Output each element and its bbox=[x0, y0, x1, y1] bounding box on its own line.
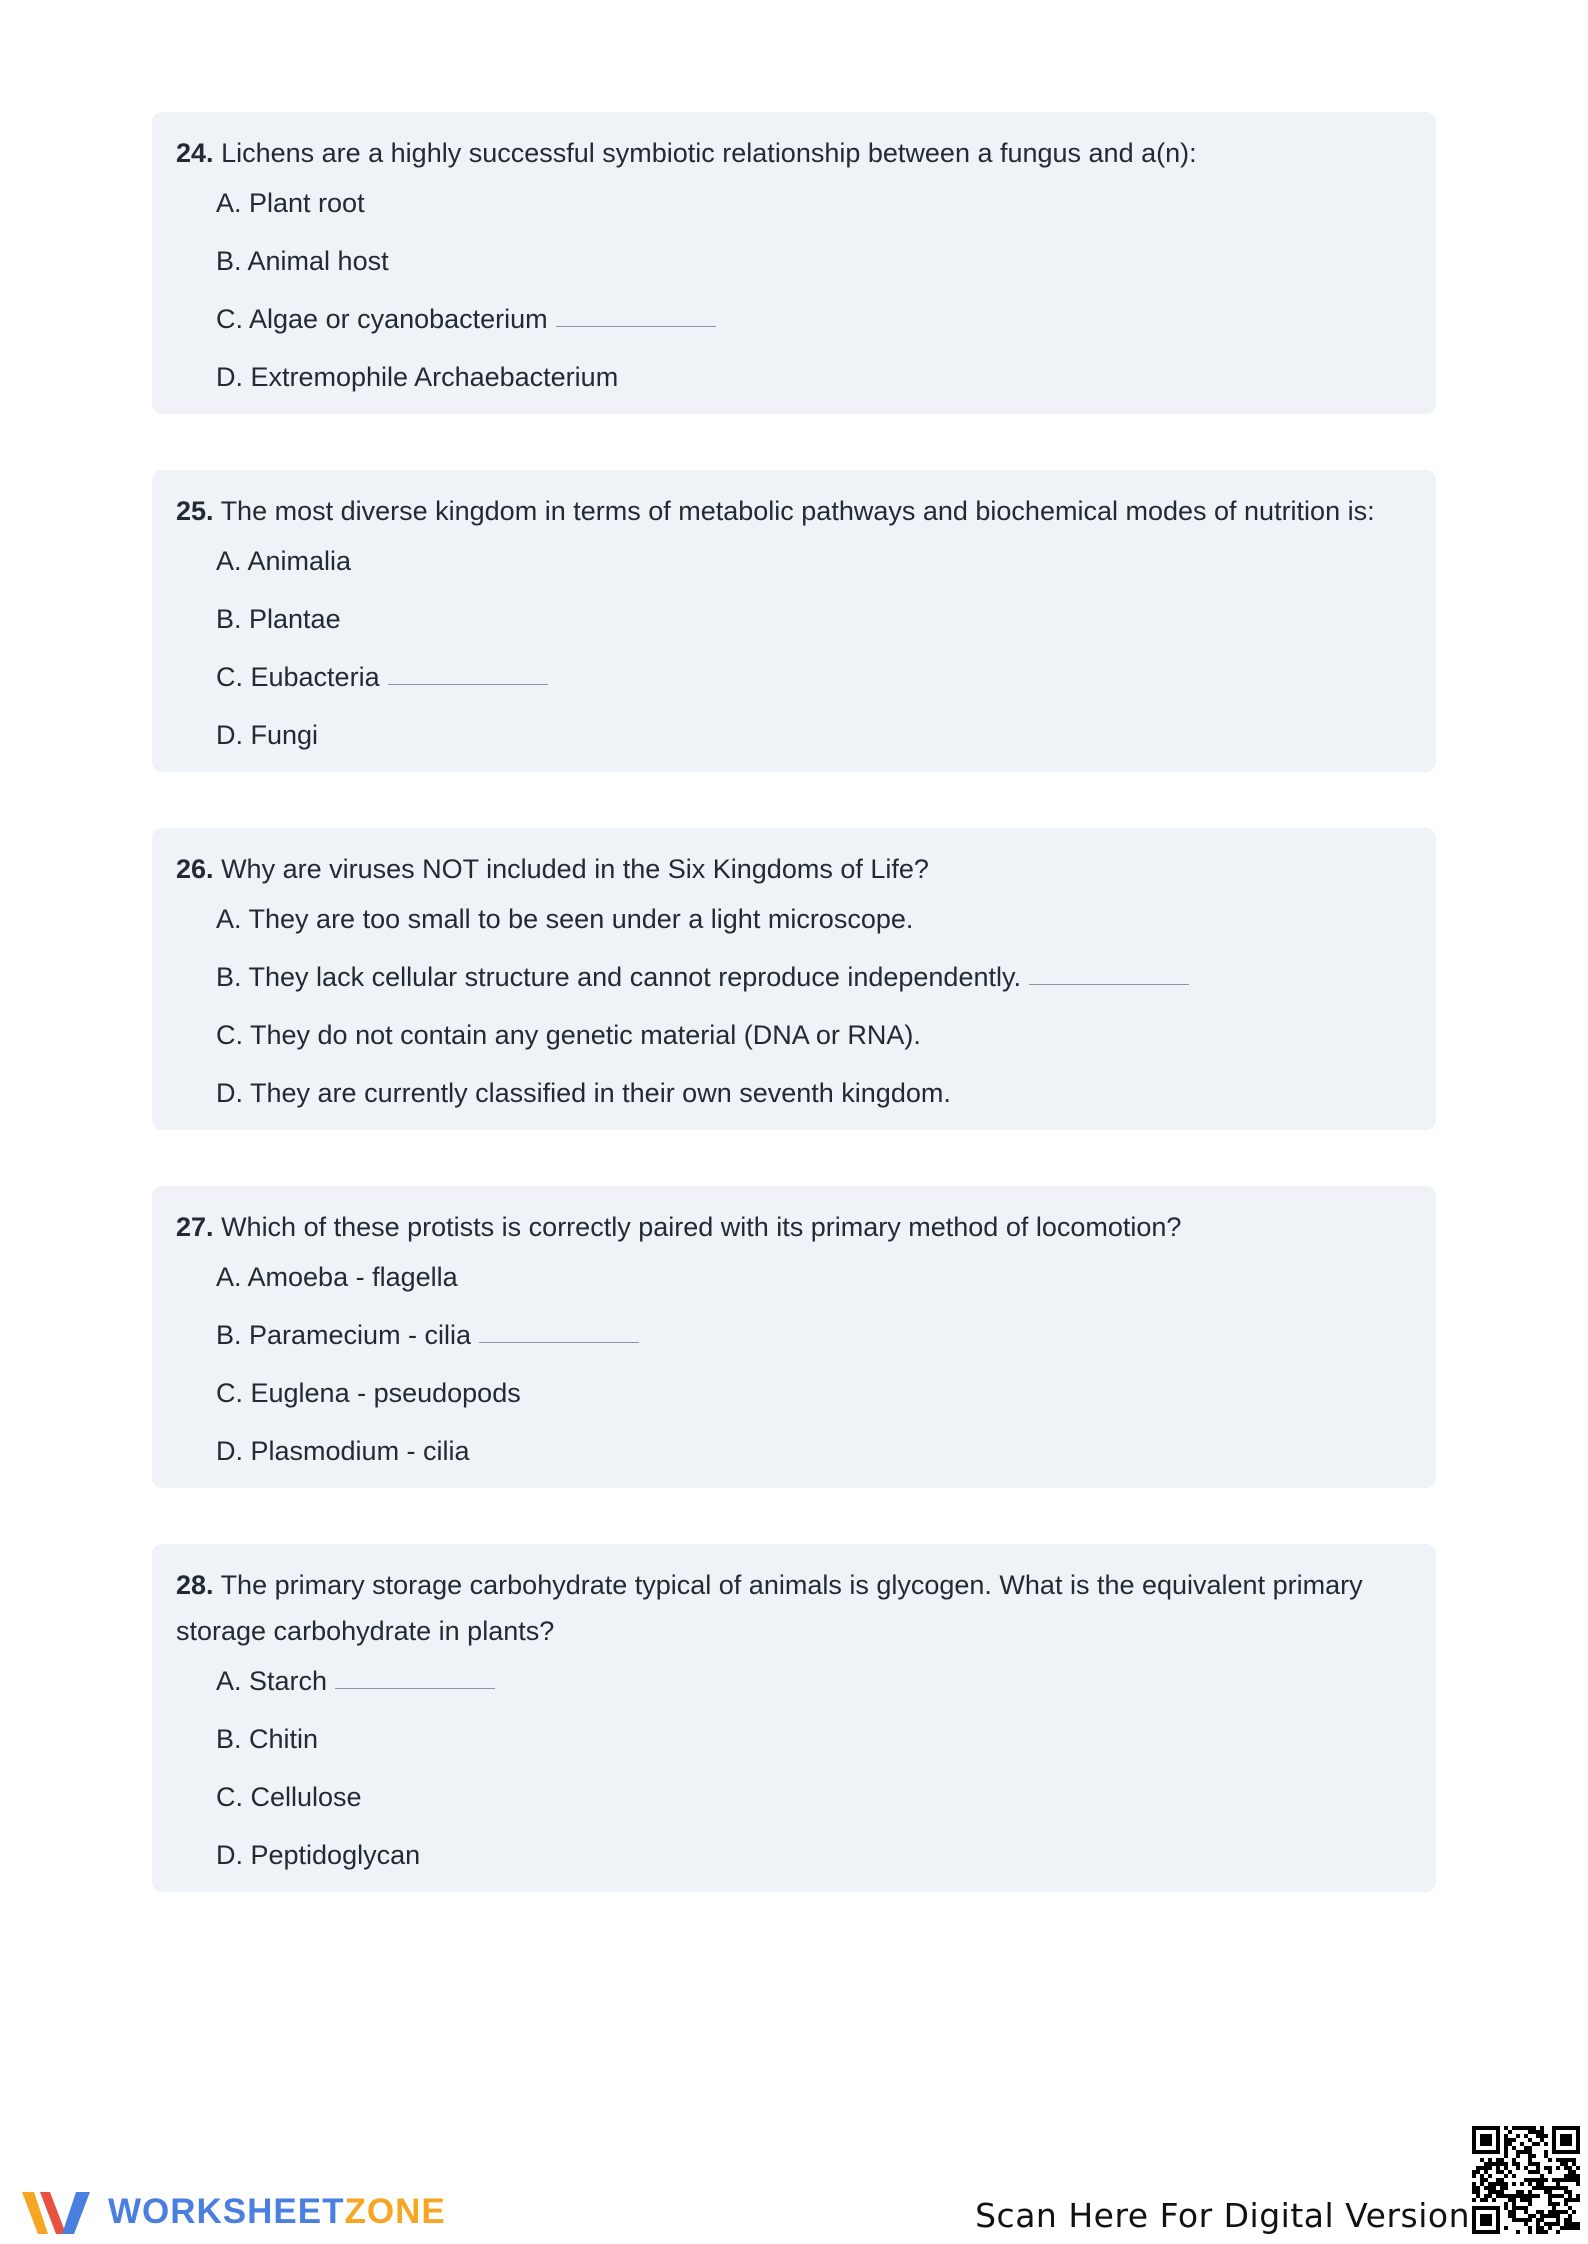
answer-option-label: D. Plasmodium - cilia bbox=[216, 1436, 470, 1466]
question-number: 24. bbox=[176, 138, 214, 168]
question-prompt: Lichens are a highly successful symbiotic relationship between a fungus and a(n): bbox=[221, 138, 1197, 168]
answer-option[interactable] bbox=[216, 184, 1412, 222]
answer-option[interactable] bbox=[216, 600, 1412, 638]
answer-option-label: C. Euglena - pseudopods bbox=[216, 1378, 521, 1408]
answer-option-label: A. Starch bbox=[216, 1666, 328, 1696]
answer-blank-line[interactable] bbox=[556, 300, 716, 327]
question-card bbox=[152, 1186, 1436, 1488]
answer-option-label: C. Cellulose bbox=[216, 1782, 362, 1812]
logo-text-zone: ZONE bbox=[344, 2192, 446, 2231]
answer-option-label: C. Eubacteria bbox=[216, 662, 380, 692]
answer-option-label: B. Plantae bbox=[216, 604, 341, 634]
answer-option[interactable] bbox=[216, 1778, 1412, 1816]
question-number: 28. bbox=[176, 1570, 214, 1600]
question-number: 26. bbox=[176, 854, 214, 884]
answer-option[interactable] bbox=[216, 1316, 1412, 1354]
answer-option[interactable] bbox=[216, 1432, 1412, 1470]
answer-blank-line[interactable] bbox=[335, 1662, 495, 1689]
answer-option[interactable] bbox=[216, 1258, 1412, 1296]
answer-option-label: C. Algae or cyanobacterium bbox=[216, 304, 548, 334]
answer-option-label: A. They are too small to be seen under a light microscope. bbox=[216, 904, 914, 934]
answer-option-label: B. Paramecium - cilia bbox=[216, 1320, 472, 1350]
answer-option-label: D. Fungi bbox=[216, 720, 319, 750]
answer-option[interactable] bbox=[216, 300, 1412, 338]
answer-option[interactable] bbox=[216, 358, 1412, 396]
answer-option-label: D. Peptidoglycan bbox=[216, 1840, 421, 1870]
answer-option[interactable] bbox=[216, 1074, 1412, 1112]
answer-options bbox=[176, 1258, 1412, 1470]
scan-instruction: Scan Here For Digital Version bbox=[975, 2196, 1470, 2235]
question-text bbox=[176, 488, 1412, 534]
question-card bbox=[152, 1544, 1436, 1892]
answer-option[interactable] bbox=[216, 1662, 1412, 1700]
answer-option[interactable] bbox=[216, 1374, 1412, 1412]
answer-option-label: A. Amoeba - flagella bbox=[216, 1262, 458, 1292]
answer-option-label: B. Chitin bbox=[216, 1724, 319, 1754]
answer-blank-line[interactable] bbox=[479, 1316, 639, 1343]
question-number: 27. bbox=[176, 1212, 214, 1242]
answer-option[interactable] bbox=[216, 1720, 1412, 1758]
question-card bbox=[152, 112, 1436, 414]
answer-options bbox=[176, 900, 1412, 1112]
question-prompt: Why are viruses NOT included in the Six Kingdoms of Life? bbox=[221, 854, 929, 884]
answer-option-label: D. They are currently classified in their own seventh kingdom. bbox=[216, 1078, 951, 1108]
answer-options bbox=[176, 542, 1412, 754]
answer-option-label: A. Plant root bbox=[216, 188, 365, 218]
answer-option[interactable] bbox=[216, 658, 1412, 696]
answer-option[interactable] bbox=[216, 1016, 1412, 1054]
answer-option[interactable] bbox=[216, 242, 1412, 280]
question-prompt: The primary storage carbohydrate typical of animals is glycogen. What is the equivalent primary storage carbohydrate in plants? bbox=[176, 1570, 1363, 1646]
answer-blank-line[interactable] bbox=[388, 658, 548, 685]
answer-option-label: C. They do not contain any genetic material (DNA or RNA). bbox=[216, 1020, 921, 1050]
answer-blank-line[interactable] bbox=[1029, 958, 1189, 985]
answer-option[interactable] bbox=[216, 958, 1412, 996]
question-card bbox=[152, 828, 1436, 1130]
answer-option-label: A. Animalia bbox=[216, 546, 352, 576]
logo-text-worksheet: WORKSHEET bbox=[108, 2192, 345, 2231]
question-text bbox=[176, 846, 1412, 892]
question-text bbox=[176, 1562, 1412, 1654]
question-number: 25. bbox=[176, 496, 214, 526]
answer-option-label: B. Animal host bbox=[216, 246, 389, 276]
worksheetzone-logo-icon bbox=[18, 2184, 94, 2240]
answer-options bbox=[176, 1662, 1412, 1874]
answer-option-label: B. They lack cellular structure and cannot reproduce independently. bbox=[216, 962, 1021, 992]
answer-option[interactable] bbox=[216, 900, 1412, 938]
answer-options bbox=[176, 184, 1412, 396]
answer-option[interactable] bbox=[216, 716, 1412, 754]
question-prompt: The most diverse kingdom in terms of metabolic pathways and biochemical modes of nutrition is: bbox=[220, 496, 1375, 526]
question-text bbox=[176, 130, 1412, 176]
question-card bbox=[152, 470, 1436, 772]
answer-option[interactable] bbox=[216, 1836, 1412, 1874]
question-text bbox=[176, 1204, 1412, 1250]
question-prompt: Which of these protists is correctly paired with its primary method of locomotion? bbox=[221, 1212, 1182, 1242]
answer-option-label: D. Extremophile Archaebacterium bbox=[216, 362, 619, 392]
question-list bbox=[152, 112, 1436, 1948]
worksheetzone-logo[interactable] bbox=[18, 2184, 446, 2240]
answer-option[interactable] bbox=[216, 542, 1412, 580]
qr-code-icon[interactable] bbox=[1472, 2126, 1580, 2234]
